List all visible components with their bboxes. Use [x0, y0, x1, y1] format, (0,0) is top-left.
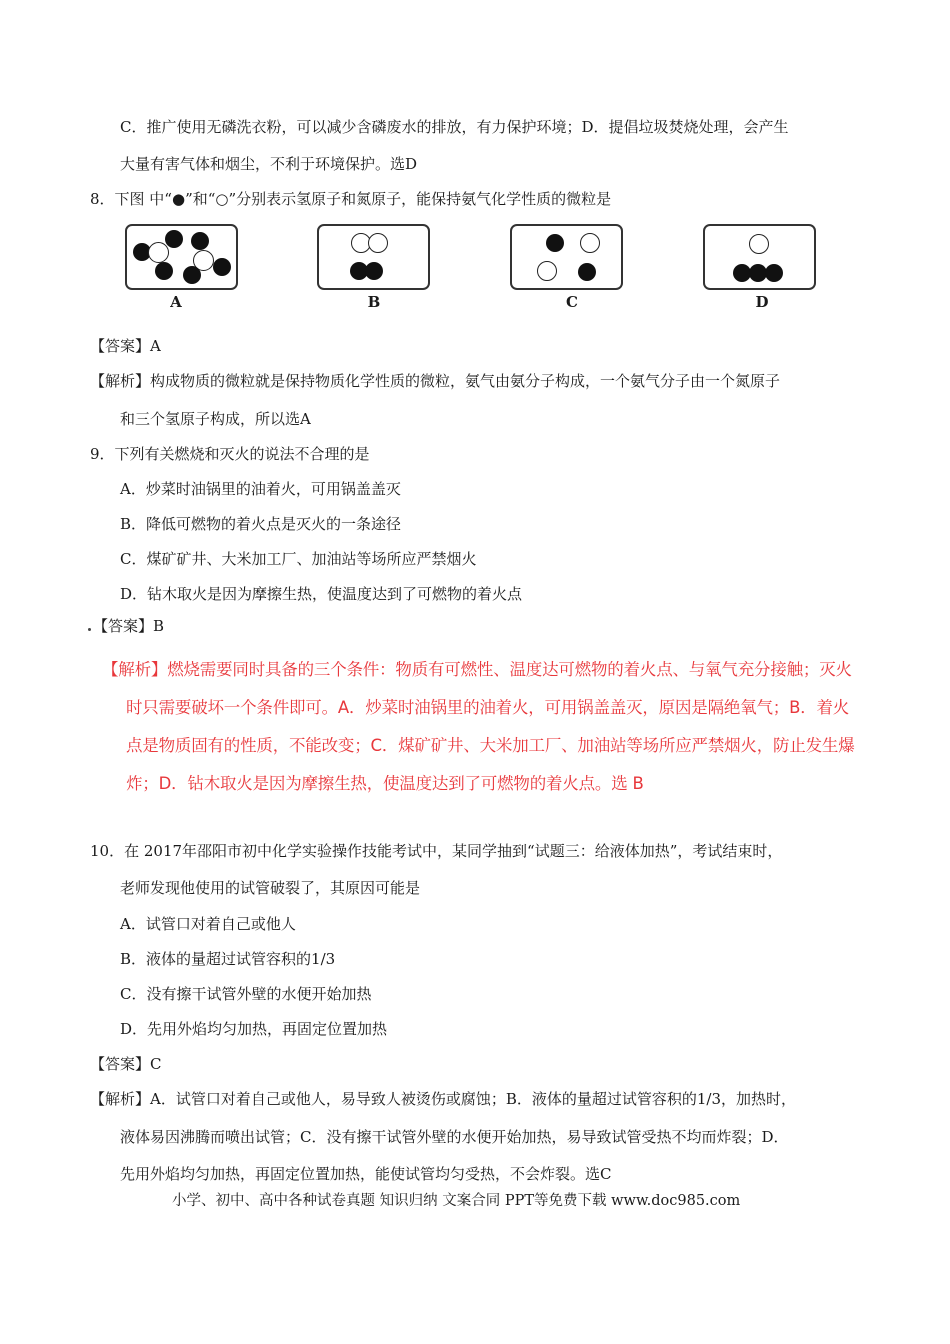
q8-explanation-line-2: 和三个氢原子构成，所以选A [120, 410, 311, 428]
page-footer: 小学、初中、高中各种试卷真题 知识归纳 文案合同 PPT等免费下载 www.doc985.com [172, 1193, 741, 1209]
q9-explanation-line-1: 【解析】燃烧需要同时具备的三个条件：物质有可燃性、温度达可燃物的着火点、与氧气充分接触；灭火 [102, 660, 852, 679]
question-10-stem-1: 10．在 2017年邵阳市初中化学实验操作技能考试中，某同学抽到“试题三：给液体加热”，考试结束时， [90, 842, 783, 860]
q9-answer: 【答案】B [93, 617, 165, 635]
question-9-stem: 9．下列有关燃烧和灭火的说法不合理的是 [90, 445, 370, 463]
option-d-box [703, 224, 816, 290]
q10-option-b: B．液体的量超过试管容积的1/3 [120, 950, 336, 968]
hydrogen-atom [213, 258, 231, 276]
q9-option-b: B．降低可燃物的着火点是灭火的一条途径 [120, 515, 402, 533]
q9-explanation-line-4: 炸；D．钻木取火是因为摩擦生热，使温度达到了可燃物的着火点。选 B [126, 774, 644, 793]
hydrogen-atom [155, 262, 173, 280]
option-a-box [125, 224, 238, 290]
q9-explanation-line-3: 点是物质固有的性质，不能改变；C．煤矿矿井、大米加工厂、加油站等场所应严禁烟火，防止发生爆 [126, 736, 855, 755]
q10-option-d: D．先用外焰均匀加热，再固定位置加热 [120, 1020, 388, 1038]
q10-option-c: C．没有擦干试管外壁的水便开始加热 [120, 985, 372, 1003]
q9-option-d: D．钻木取火是因为摩擦生热，使温度达到了可燃物的着火点 [120, 585, 523, 603]
q9-explanation-line-2: 时只需要破坏一个条件即可。A．炒菜时油锅里的油着火，可用锅盖盖灭，原因是隔绝氧气；B．着火 [126, 698, 850, 717]
hydrogen-atom [546, 234, 564, 252]
question-10-stem-2: 老师发现他使用的试管破裂了，其原因可能是 [120, 879, 421, 897]
stray-dot [88, 628, 91, 631]
q10-explanation-line-3: 先用外焰均匀加热，再固定位置加热，能使试管均匀受热，不会炸裂。选C [120, 1165, 612, 1183]
nitrogen-atom [537, 261, 557, 281]
nitrogen-atom [148, 242, 169, 263]
q8-answer: 【答案】A [90, 337, 161, 355]
q10-explanation-line-1: 【解析】A．试管口对着自己或他人，易导致人被烫伤或腐蚀；B．液体的量超过试管容积的1/3，加热时， [90, 1090, 797, 1108]
q10-answer: 【答案】C [90, 1055, 162, 1073]
option-c-box [510, 224, 623, 290]
option-c-label: C [566, 293, 578, 311]
hydrogen-atom [165, 230, 183, 248]
q9-option-c: C．煤矿矿井、大米加工厂、加油站等场所应严禁烟火 [120, 550, 477, 568]
q10-option-a: A．试管口对着自己或他人 [120, 915, 296, 933]
question-8-stem: 8．下图 中“●”和“○”分别表示氢原子和氮原子，能保持氨气化学性质的微粒是 [90, 190, 612, 208]
nitrogen-atom [580, 233, 600, 253]
q9-option-a: A．炒菜时油锅里的油着火，可用锅盖盖灭 [120, 480, 401, 498]
option-b-box [317, 224, 430, 290]
hydrogen-atom [183, 266, 201, 284]
hydrogen-atom [578, 263, 596, 281]
q8-explanation-line-1: 【解析】构成物质的微粒就是保持物质化学性质的微粒，氨气由氨分子构成，一个氨气分子由一个氮原子 [90, 372, 781, 390]
option-b-label: B [367, 293, 381, 311]
option-a-label: A [170, 293, 182, 311]
q7-explanation-line-2: 大量有害气体和烟尘，不利于环境保护。选D [120, 155, 418, 173]
hydrogen-atom [765, 264, 783, 282]
nitrogen-atom [749, 234, 769, 254]
q7-explanation-line-1: C．推广使用无磷洗衣粉，可以减少含磷废水的排放，有力保护环境；D．提倡垃圾焚烧处理，会产生 [120, 118, 789, 136]
hydrogen-atom [365, 262, 383, 280]
q10-explanation-line-2: 液体易因沸腾而喷出试管；C．没有擦干试管外壁的水便开始加热，易导致试管受热不均而炸裂；D． [120, 1128, 789, 1146]
hydrogen-atom [191, 232, 209, 250]
nitrogen-atom [368, 233, 388, 253]
option-d-label: D [755, 293, 769, 311]
